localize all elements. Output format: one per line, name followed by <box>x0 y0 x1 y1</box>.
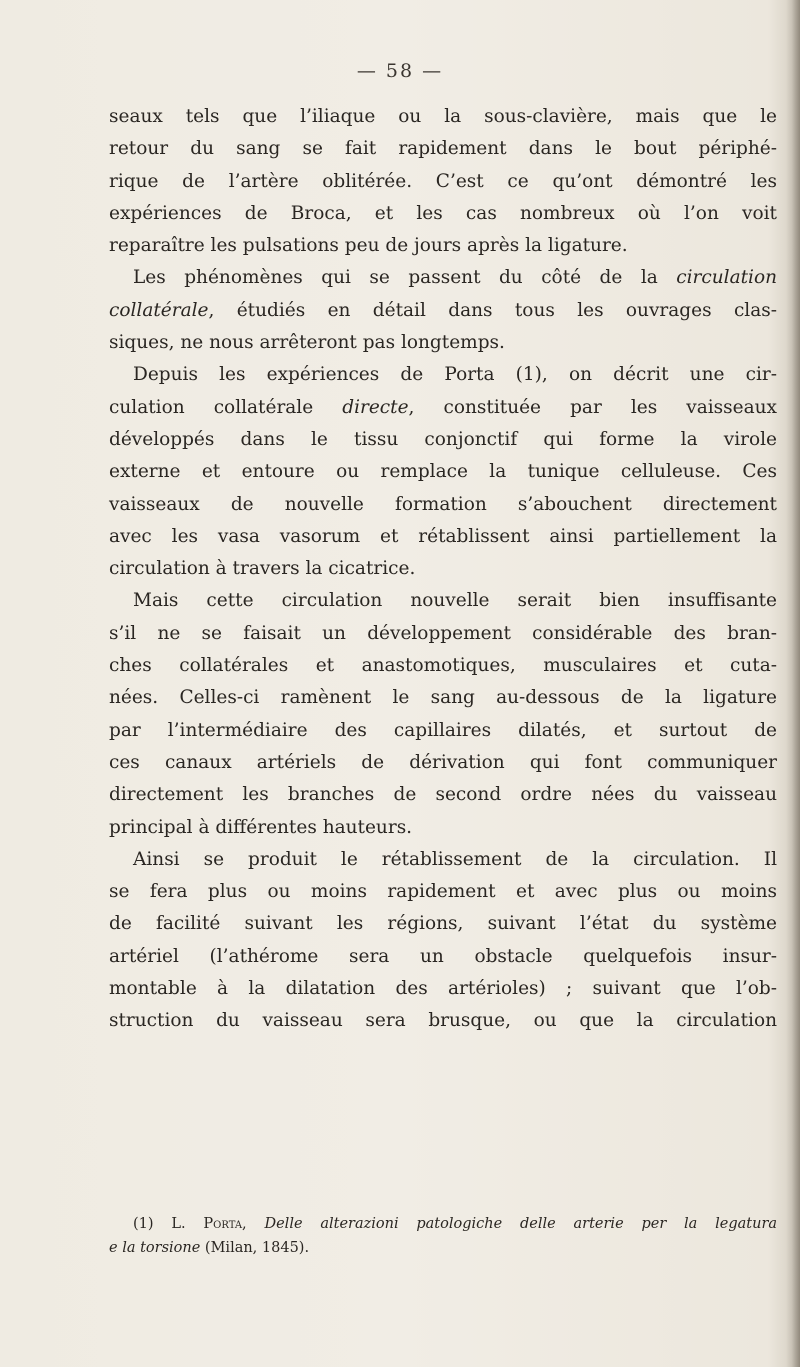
text-run: Les phénomènes qui se passent du côté de la <box>133 267 677 289</box>
text-line: principal à différentes hauteurs. <box>109 816 413 838</box>
text-line: circulation à travers la cicatrice. <box>109 558 416 580</box>
footnote-line <box>109 1236 777 1260</box>
text-line <box>109 392 777 424</box>
text-line: externe et entoure ou remplace la tunique celluleuse. Ces <box>109 461 777 483</box>
text-line: artériel (l’athérome sera un obstacle quelquefois insur- <box>109 945 777 967</box>
text-line: Ainsi se produit le rétablissement de la circulation. Il <box>133 848 777 870</box>
text-run: , étudiés en détail dans tous les ouvrages clas- <box>208 299 777 321</box>
italic-text: Delle alterazioni patologiche delle arterie per la legatura <box>264 1216 778 1232</box>
text-line: par l’intermédiaire des capillaires dilatés, et surtout de <box>109 719 777 741</box>
text-line <box>109 262 777 294</box>
footnotes <box>109 1212 777 1260</box>
text-line: de facilité suivant les régions, suivant l’état du système <box>109 913 777 935</box>
main-text <box>109 101 777 1038</box>
text-line: reparaître les pulsations peu de jours après la ligature. <box>109 235 628 257</box>
text-line: siques, ne nous arrêteront pas longtemps. <box>109 332 505 354</box>
text-line: ces canaux artériels de dérivation qui font communiquer <box>109 751 777 773</box>
text-line: expériences de Broca, et les cas nombreux où l’on voit <box>109 202 777 224</box>
italic-text: collatérale <box>109 299 209 321</box>
text-run: , <box>242 1216 265 1232</box>
text-run: , constituée par les vaisseaux <box>408 396 777 418</box>
text-line: Mais cette circulation nouvelle serait bien insuffisante <box>133 590 777 612</box>
text-line: nées. Celles-ci ramènent le sang au-dessous de la ligature <box>109 687 777 709</box>
text-run: (Milan, 1845). <box>200 1240 310 1256</box>
author-name: Porta <box>203 1216 243 1232</box>
text-line: struction du vaisseau sera brusque, ou que la circulation <box>109 1010 777 1032</box>
text-line: développés dans le tissu conjonctif qui forme la virole <box>109 428 777 450</box>
text-run: (1) L. <box>133 1216 204 1232</box>
text-line: seaux tels que l’iliaque ou la sous-clavière, mais que le <box>109 106 777 127</box>
text-line: se fera plus ou moins rapidement et avec plus ou moins <box>109 881 777 903</box>
text-line: vaisseaux de nouvelle formation s’abouchent directement <box>109 493 777 515</box>
text-line: directement les branches de second ordre nées du vaisseau <box>109 784 777 806</box>
text-line: s’il ne se faisait un développement considérable des bran- <box>109 622 777 644</box>
footnote-line <box>109 1212 777 1236</box>
text-line <box>109 295 777 327</box>
text-line: rique de l’artère oblitérée. C’est ce qu’ont démontré les <box>109 170 777 192</box>
page-edge-shadow <box>786 0 800 1367</box>
text-line: Depuis les expériences de Porta (1), on décrit une cir- <box>133 364 777 386</box>
text-line: ches collatérales et anastomotiques, musculaires et cuta- <box>109 655 777 677</box>
italic-text: e la torsione <box>109 1240 201 1256</box>
page-number: — 58 — <box>356 60 444 82</box>
italic-text: directe <box>342 396 409 418</box>
italic-text: circulation <box>676 267 777 289</box>
text-run: culation collatérale <box>109 396 343 418</box>
text-line: retour du sang se fait rapidement dans le bout périphé- <box>109 138 777 160</box>
text-line: montable à la dilatation des artérioles) ; suivant que l’ob- <box>109 978 777 1000</box>
text-line: avec les vasa vasorum et rétablissent ainsi partiellement la <box>109 525 777 547</box>
